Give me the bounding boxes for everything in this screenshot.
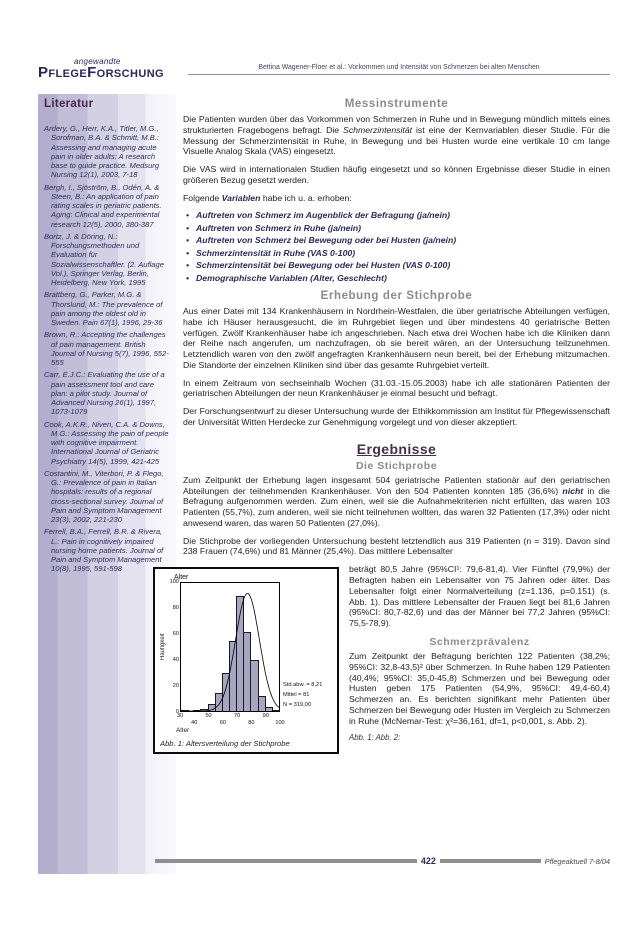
bullet-item: • Demographische Variablen (Alter, Geschlecht) <box>196 273 610 283</box>
figure-wrap-zone <box>160 564 610 779</box>
paragraph <box>183 306 610 371</box>
reference-item: Cook, A.K.R., Niven, C.A. & Downs, M.G.: Assessing the pain of people with cognitive impairment. International Journal of Geriatric Psychiatry 14(5), 1999, 421-425 <box>44 419 169 466</box>
running-head: Bettina Wagener-Floer et al.: Vorkommen und Intensität von Schmerzen bei alten Menschen <box>188 64 610 75</box>
histogram-bars <box>181 583 279 711</box>
logo-script-word: angewandte <box>74 57 121 66</box>
footer-rule-right <box>440 859 541 863</box>
subsection-heading-schmerzpraevalenz: Schmerzprävalenz <box>429 635 530 648</box>
sidebar-title: Literatur <box>44 98 94 110</box>
y-tick: 80 <box>172 605 179 612</box>
paragraph <box>183 406 610 428</box>
reference-item: Costantini, M., Viterbori, P. & Flego, G.: Prevalence of pain in Italian hospitals: results of a regional cross-sectional survey. Journal of Pain and Symptom Management 23(3), 2002, 221-230 <box>44 468 164 524</box>
reference-item: Brattberg, G., Parker, M.G. & Thorslund, M.: The prevalence of pain among the oldest old in Sweden. Pain 67(1), 1996, 29-36 <box>44 290 163 327</box>
journal-name: Pflegeaktuell 7-8/04 <box>544 856 610 866</box>
reference-item: Ferrell, B.A., Ferrell, B.R. & Rivera, L.: Pain in cognitively impaired nursing home patients. Journal of Pain and Symptom Management 10(8), 1995, 591-598 <box>44 527 164 574</box>
bullet-item: • Auftreten von Schmerz in Ruhe (ja/nein) <box>196 223 610 233</box>
text-segment: in die Befragung aufgenommen werden. Zum einen, weil sie die Aufnahmekriterien nicht erfüllten, das waren 103 Patienten (55,7%), zum anderen, weil sie nicht teilnehmen wollten, das waren 32 Patienten (17,3%) oder nicht anwesend waren, das waren 50 Patienten (27,0%). <box>183 485 610 528</box>
article-blocks-top <box>183 98 610 557</box>
histogram-bar <box>272 710 280 711</box>
variable-list <box>183 210 610 283</box>
y-axis <box>160 579 180 716</box>
footer-rule-left <box>155 859 417 863</box>
paragraph <box>183 536 610 558</box>
literature-sidebar <box>38 94 176 874</box>
text-segment: beträgt 80,5 Jahre (95%CI¹: 79,6-81,4). Vier Fünftel (79,9%) der Befragten haben ein Lebensalter von 75 Jahren oder älter. Das Lebensalter folgt einer Normalverteilung (z=1.136, p=0.151) (s. Abb. 1). Das mittlere Lebensalter der Frauen liegt bei 81,6 Jahren (95%CI: 80,7-82,6) und das der Männer bei 77,2 Jahren (95%CI: 75,5-78,9). <box>349 564 610 629</box>
chart-title: Alter <box>174 574 189 582</box>
journal-logo <box>38 58 178 80</box>
text-segment: Zum Zeitpunkt der Befragung berichten 122 Patienten (38,2%; 95%CI: 32,8-43,5)² über Schmerzen. In Ruhe haben 129 Patienten (40,4%; 95%CI: 35,0-45,8) Schmerzen und bei Bewegung oder Husten geben 175 Patienten (54,9%, 95%CI: 49,4-60,4) Schmerzen an. Es berichten signifikant mehr Patienten über Schmerzen bei Bewegung oder Husten im Vergleich zu Schmerzen in Ruhe (McNemar-Test: χ²=36,161, df=1, p<0,001, s. Abb. 2). <box>349 650 610 726</box>
article-body <box>160 93 610 779</box>
reference-item: Carr, E.J.C.: Evaluating the use of a pain assessment tool and care plan: a pilot study. Journal of Advanced Nursing 26(1), 1997, 1073-1079 <box>44 370 165 417</box>
bullet-item: • Auftreten von Schmerz im Augenblick der Befragung (ja/nein) <box>196 210 610 220</box>
x-tick: 50 <box>205 713 212 720</box>
text-segment: Die VAS wird in internationalen Studien häufig eingesetzt und so können Ergebnisse dieser Studie in einen größeren Bezug gesetzt werden. <box>183 164 610 185</box>
bullet-item: • Schmerzintensität in Ruhe (VAS 0-100) <box>196 248 610 258</box>
paragraph <box>183 378 610 400</box>
text-segment: In einem Zeitraum von sechseinhalb Wochen (31.03.-15.05.2003) habe ich alle stationären Patienten der geriatrischen Abteilungen der neun Krankenhäuser je einmal besucht und befragt. <box>183 377 610 399</box>
page-footer <box>155 856 610 866</box>
text-segment: Die Patienten wurden über das Vorkommen von Schmerzen in Ruhe und in Bewegung mündlich mittels eines strukturierten Fragebogens befragt. Die <box>183 114 610 135</box>
text-segment: nicht <box>562 485 584 496</box>
text-segment: ist eine der Kernvariablen dieser Studie. Für die Messung der Schmerzintensität in Ruhe, in Bewegung und bei Husten wurde eine vertikale 10 cm lange Visuelle Analog Skala (VAS) eingesetzt. <box>183 124 610 157</box>
y-tick: 20 <box>172 683 179 690</box>
stat-line: Mittel = 81 <box>283 691 310 698</box>
figure-caption: Abb. 1: Altersverteilung der Stichprobe <box>160 739 290 749</box>
y-tick: 100 <box>169 579 179 586</box>
x-tick: 70 <box>234 713 241 720</box>
text-segment: Zum Zeitpunkt der Erhebung lagen insgesamt 504 geriatrische Patienten stationär auf den geriatrischen Abteilungen der teilnehmenden Krankenhäuser. Von den 504 Patienten konnten 185 (36,6%) <box>183 474 610 496</box>
stat-line: N = 319,00 <box>283 701 311 708</box>
reference-item: Bortz, J. & Döring, N.: Forschungsmethoden und Evaluation für Sozialwissenschaftler. (2. Auflage Vol.), Springer Verlag, Berlin, Heidelberg, New York, 1995 <box>44 231 164 287</box>
page-number: 422 <box>420 856 436 866</box>
paragraph <box>183 164 610 186</box>
y-axis-label: Häufigkeit <box>160 633 166 661</box>
section-heading-messinstrumente: Messinstrumente <box>344 98 449 110</box>
y-tick: 60 <box>172 631 179 638</box>
histogram-plot <box>180 582 280 712</box>
x-axis-label: Alter <box>176 727 190 735</box>
text-segment: Aus einer Datei mit 134 Krankenhäusern in Nordrhein-Westfalen, die über geriatrische Abteilungen verfügen, habe ich Häuser herausgesucht, die im Ruhrgebiet liegen und über mindestens 40 geriatrische Betten verfügen. Zwölf Krankenhäuser habe ich angeschrieben. Nach etwa drei Wochen habe ich die Kliniken dann der Reihe nach angerufen, um nachzufragen, ob sie bereit wären, an der Untersuchung teilzunehmen. Letztendlich waren von den zwölf angefragten Krankenhäusern neun bereit, bei der Erhebung mitzumachen. Die Standorte der einzelnen Kliniken sind über das gesamte Ruhrgebiet verteilt. <box>183 305 610 370</box>
x-tick: 100 <box>275 720 285 727</box>
text-segment: Schmerzintensität <box>343 124 413 135</box>
x-tick: 60 <box>219 720 226 727</box>
text-segment: Folgende <box>183 192 222 203</box>
y-tick-labels <box>167 579 180 716</box>
stat-line: Std.abw. = 8,21 <box>283 682 323 689</box>
text-segment: habe ich u. a. erhoben: <box>260 192 352 203</box>
logo-wordmark: PflegeForschung <box>38 64 165 81</box>
x-tick-labels <box>176 712 285 727</box>
reference-item: Brown, R.: Accepting the challenges of pain management. British Journal of Nursing 5(7), 1996, 552-555 <box>44 330 169 367</box>
text-segment: Die Stichprobe der vorliegenden Untersuchung besteht letztendlich aus 319 Patienten (n = 319). Davon sind 238 Frauen (74,6%) und 81 Männer (25,4%). Das mittlere Lebensalter <box>183 535 610 557</box>
page-header <box>38 58 610 92</box>
x-tick: 30 <box>176 713 184 720</box>
x-tick: 90 <box>262 713 269 720</box>
reference-list <box>44 124 170 574</box>
x-tick: 40 <box>191 720 198 727</box>
figure-age-histogram <box>153 567 339 754</box>
subsection-heading-stichprobe: Die Stichprobe <box>355 459 438 472</box>
reference-item: Ardery, G., Herr, K.A., Titler, M.G., Sorofman, B.A. & Schmitt, M.B.: Assessing and managing acute pain in older adults: A research base to guide practice. Medsurg Nursing 12(1), 2003, 7-18 <box>44 124 160 180</box>
y-tick: 0 <box>175 709 179 716</box>
section-heading-erhebung: Erhebung der Stichprobe <box>320 289 473 302</box>
x-tick: 80 <box>248 720 255 727</box>
reference-item: Bergh, I., Sjöström, B., Odén, A. & Steen, B.: An application of pain rating scales in geriatric patients. Aging: Clinical and experimental research 12(5), 2000, 380-387 <box>44 182 162 229</box>
bullet-item: • Schmerzintensität bei Bewegung oder bei Husten (VAS 0-100) <box>196 260 610 270</box>
histogram-chart <box>160 574 332 734</box>
text-segment: Variablen <box>221 192 261 203</box>
paragraph <box>183 193 610 204</box>
chart-stats-legend <box>283 681 329 710</box>
histogram-bar <box>181 710 189 711</box>
bullet-item: • Auftreten von Schmerz bei Bewegung oder bei Husten (ja/nein) <box>196 235 610 245</box>
text-segment: Abb. 1: Abb. 2: <box>349 733 401 743</box>
paragraph <box>183 114 610 157</box>
paragraph <box>183 475 610 529</box>
y-tick: 40 <box>172 657 179 664</box>
text-segment: Der Forschungsentwurf zu dieser Untersuchung wurde der Ethikkommission am Institut für Pflegewissenschaft der Universität Witten Herdecke zur Genehmigung vorgelegt und von dieser akzeptiert. <box>183 406 610 427</box>
results-heading: Ergebnisse <box>356 440 437 457</box>
